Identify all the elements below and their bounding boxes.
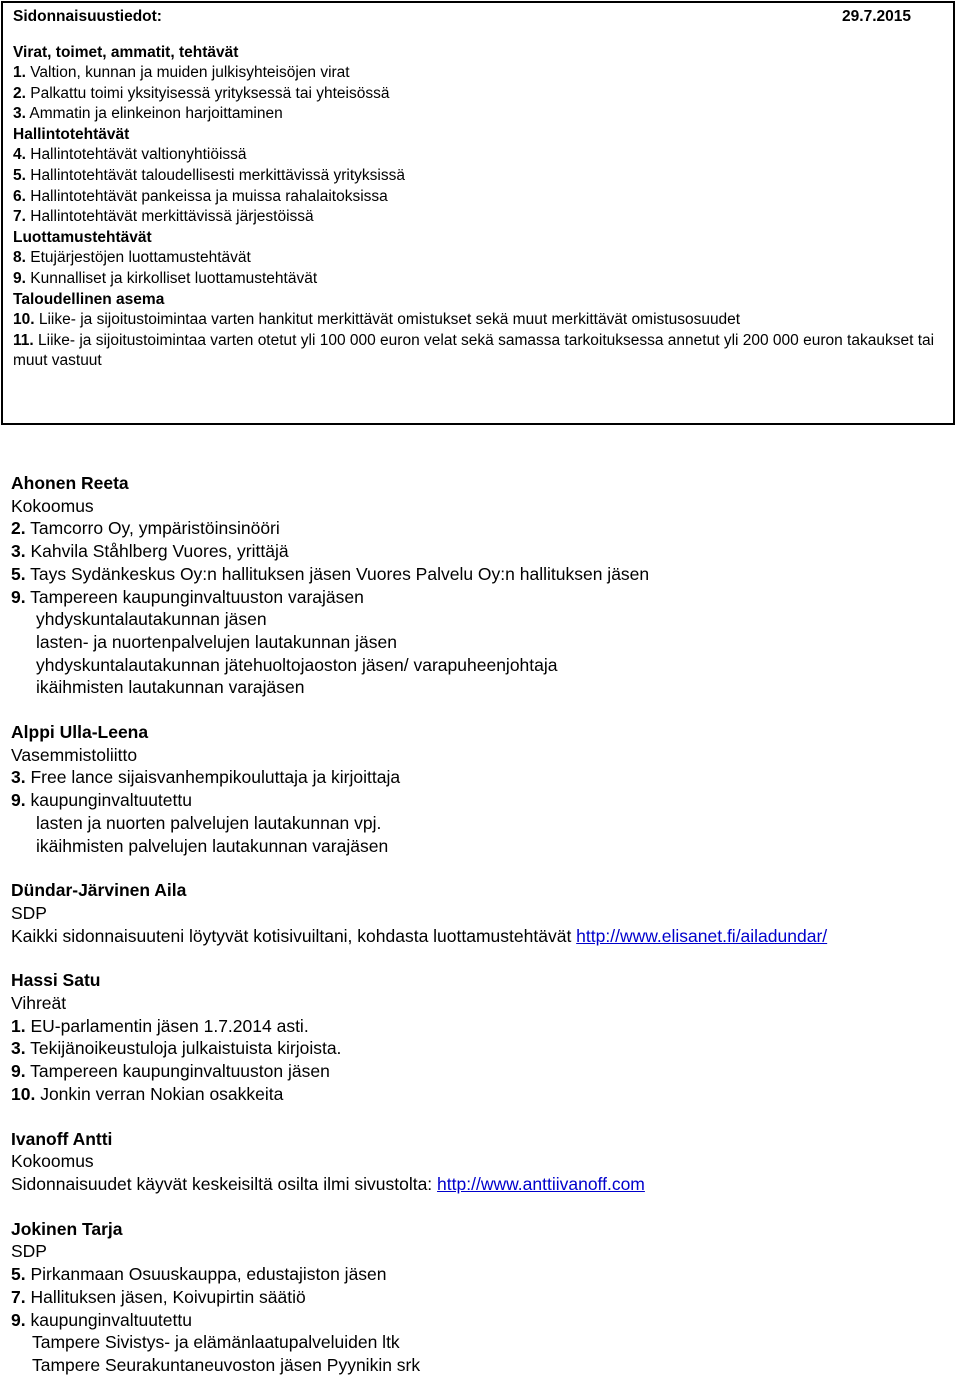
affiliation-text: Tamcorro Oy, ympäristöinsinööri (25, 518, 280, 539)
legend-item (13, 166, 943, 187)
affiliation-row (11, 766, 951, 789)
affiliation-row (11, 925, 951, 948)
legend-item-text: Liike- ja sijoitustoimintaa varten otetut yli 100 000 euron velat sekä samassa tarkoituksessa annetut yli 200 000 euron takaukset tai muut vastuut (13, 331, 935, 370)
legend-header (13, 7, 943, 27)
affiliation-number: 9. (11, 586, 26, 607)
affiliation-text: kaupunginvaltuutettu (25, 1309, 192, 1330)
legend-item-number: 9. (13, 269, 26, 287)
legend-item-number: 5. (13, 166, 26, 184)
affiliation-row (11, 1060, 951, 1083)
affiliation-number: 7. (11, 1286, 26, 1307)
legend-item-number: 6. (13, 187, 26, 205)
person-party: Kokoomus (11, 1151, 94, 1172)
affiliation-row (11, 1083, 951, 1106)
affiliation-text: ikäihmisten palvelujen lautakunnan varajäsen (36, 835, 389, 856)
affiliation-text: Tampereen kaupunginvaltuuston varajäsen (25, 586, 364, 607)
legend-item-text: Liike- ja sijoitustoimintaa varten hankitut merkittävät omistukset sekä muut merkittävät omistusosuudet (34, 311, 741, 329)
affiliation-row (11, 654, 951, 677)
affiliation-number: 3. (11, 541, 26, 562)
legend-item-number: 3. (13, 105, 26, 123)
affiliation-row (11, 586, 951, 609)
legend-item (13, 104, 943, 125)
affiliation-text: Pirkanmaan Osuuskauppa, edustajiston jäsen (25, 1264, 387, 1285)
affiliation-text: yhdyskuntalautakunnan jätehuoltojaoston jäsen/ varapuheenjohtaja (36, 654, 558, 675)
affiliation-number: 3. (11, 1038, 26, 1059)
affiliation-text: Kahvila Ståhlberg Vuores, yrittäjä (25, 541, 289, 562)
affiliation-row (11, 789, 951, 812)
affiliation-text: Tekijänoikeustuloja julkaistuista kirjoista. (25, 1038, 342, 1059)
legend-item (13, 84, 943, 105)
legend-item-number: 4. (13, 146, 26, 164)
affiliation-text: lasten- ja nuortenpalvelujen lautakunnan jäsen (36, 631, 397, 652)
legend-item (13, 187, 943, 208)
legend-heading: Sidonnaisuustiedot: (13, 8, 162, 25)
affiliation-row (11, 608, 951, 631)
legend-item-text: Valtion, kunnan ja muiden julkisyhteisöjen virat (25, 64, 350, 81)
legend-item (13, 269, 943, 290)
legend-box (1, 1, 955, 425)
affiliation-row (11, 835, 951, 858)
person-entry (11, 721, 951, 857)
affiliation-text: Tampereen kaupunginvaltuuston jäsen (25, 1061, 330, 1082)
legend-item-number: 7. (13, 208, 26, 226)
person-entry (11, 1218, 951, 1377)
affiliation-row (11, 1309, 951, 1332)
person-name: Ahonen Reeta (11, 473, 129, 493)
legend-item-text: Ammatin ja elinkeinon harjoittaminen (25, 105, 283, 123)
affiliation-number: 3. (11, 767, 26, 788)
affiliation-text: Free lance sijaisvanhempikouluttaja ja kirjoittaja (25, 767, 401, 788)
affiliation-row (11, 1173, 951, 1196)
legend-item (13, 248, 943, 269)
affiliation-row (11, 1015, 951, 1038)
affiliation-row (11, 1286, 951, 1309)
person-entry (11, 1128, 951, 1196)
affiliation-number: 9. (11, 1061, 26, 1082)
affiliation-row (11, 540, 951, 563)
website-link[interactable]: http://www.elisanet.fi/ailadundar/ (576, 925, 828, 946)
legend-item-text: Hallintotehtävät valtionyhtiöissä (25, 146, 247, 164)
legend-item-number: 11. (13, 331, 34, 349)
person-name: Alppi Ulla-Leena (11, 722, 149, 743)
legend-item-text: Kunnalliset ja kirkolliset luottamustehtävät (25, 269, 318, 287)
affiliation-row (11, 517, 951, 540)
legend-item-number: 2. (13, 84, 26, 102)
affiliation-text: Jonkin verran Nokian osakkeita (35, 1083, 284, 1104)
person-party: SDP (11, 902, 47, 923)
affiliation-text: lasten ja nuorten palvelujen lautakunnan vpj. (36, 812, 382, 833)
affiliation-number: 5. (11, 1264, 26, 1285)
affiliation-text: Sidonnaisuudet käyvät keskeisiltä osilta ilmi sivustolta: (11, 1173, 438, 1194)
affiliation-number: 2. (11, 518, 26, 539)
affiliation-text: Tampere Sivistys- ja elämänlaatupalveluiden ltk (32, 1332, 400, 1353)
affiliation-row (11, 1037, 951, 1060)
affiliation-text: Tays Sydänkeskus Oy:n hallituksen jäsen Vuores Palvelu Oy:n hallituksen jäsen (25, 563, 650, 584)
person-list (11, 472, 951, 1399)
person-party: Kokoomus (11, 495, 94, 516)
affiliation-number: 9. (11, 790, 26, 811)
person-entry (11, 472, 951, 699)
legend-item-number: 10. (13, 311, 35, 329)
legend-item-text: Hallintotehtävät taloudellisesti merkittävissä yrityksissä (25, 166, 405, 184)
person-name: Dündar-Järvinen Aila (11, 880, 187, 901)
legend-item-text: Hallintotehtävät merkittävissä järjestöissä (25, 208, 314, 226)
affiliation-row (11, 812, 951, 835)
legend-item-number: 1. (13, 64, 26, 81)
affiliation-row (11, 676, 951, 699)
affiliation-row (11, 631, 951, 654)
person-party: SDP (11, 1241, 47, 1262)
affiliation-text: yhdyskuntalautakunnan jäsen (36, 609, 267, 630)
affiliation-row (11, 563, 951, 586)
legend-item (13, 145, 943, 166)
affiliation-text: kaupunginvaltuutettu (25, 790, 192, 811)
legend-item (13, 310, 943, 331)
legend-title: Virat, toimet, ammatit, tehtävät (13, 44, 239, 61)
website-link[interactable]: http://www.anttiivanoff.com (437, 1173, 645, 1194)
affiliation-text: Hallituksen jäsen, Koivupirtin säätiö (25, 1286, 306, 1307)
affiliation-text: ikäihmisten lautakunnan varajäsen (36, 677, 305, 698)
affiliation-row (11, 1354, 951, 1377)
legend-item (13, 63, 943, 84)
legend-category: Taloudellinen asema (13, 290, 165, 308)
person-name: Ivanoff Antti (11, 1128, 113, 1149)
affiliation-text: Tampere Seurakuntaneuvoston jäsen Pyynikin srk (32, 1354, 421, 1375)
affiliation-number: 5. (11, 563, 26, 584)
legend-item-text: Palkattu toimi yksityisessä yrityksessä tai yhteisössä (25, 84, 390, 102)
affiliation-text: EU-parlamentin jäsen 1.7.2014 asti. (25, 1015, 309, 1036)
person-entry (11, 879, 951, 947)
person-name: Jokinen Tarja (11, 1218, 123, 1239)
affiliation-number: 10. (11, 1083, 36, 1104)
affiliation-row (11, 1263, 951, 1286)
legend-list (13, 63, 943, 372)
legend-category: Hallintotehtävät (13, 125, 130, 143)
legend-category: Luottamustehtävät (13, 228, 152, 246)
legend-item-text: Etujärjestöjen luottamustehtävät (25, 249, 251, 267)
person-party: Vihreät (11, 993, 67, 1014)
affiliation-number: 9. (11, 1309, 26, 1330)
affiliation-text: Kaikki sidonnaisuuteni löytyvät kotisivuiltani, kohdasta luottamustehtävät (11, 925, 577, 946)
legend-item (13, 207, 943, 228)
affiliation-row (11, 1331, 951, 1354)
legend-item-text: Hallintotehtävät pankeissa ja muissa rahalaitoksissa (25, 187, 388, 205)
affiliation-number: 1. (11, 1015, 26, 1036)
person-entry (11, 969, 951, 1105)
document-date: 29.7.2015 (842, 8, 911, 25)
legend-item (13, 331, 943, 372)
legend-item-number: 8. (13, 249, 26, 267)
person-party: Vasemmistoliitto (11, 744, 138, 765)
person-name: Hassi Satu (11, 970, 101, 991)
